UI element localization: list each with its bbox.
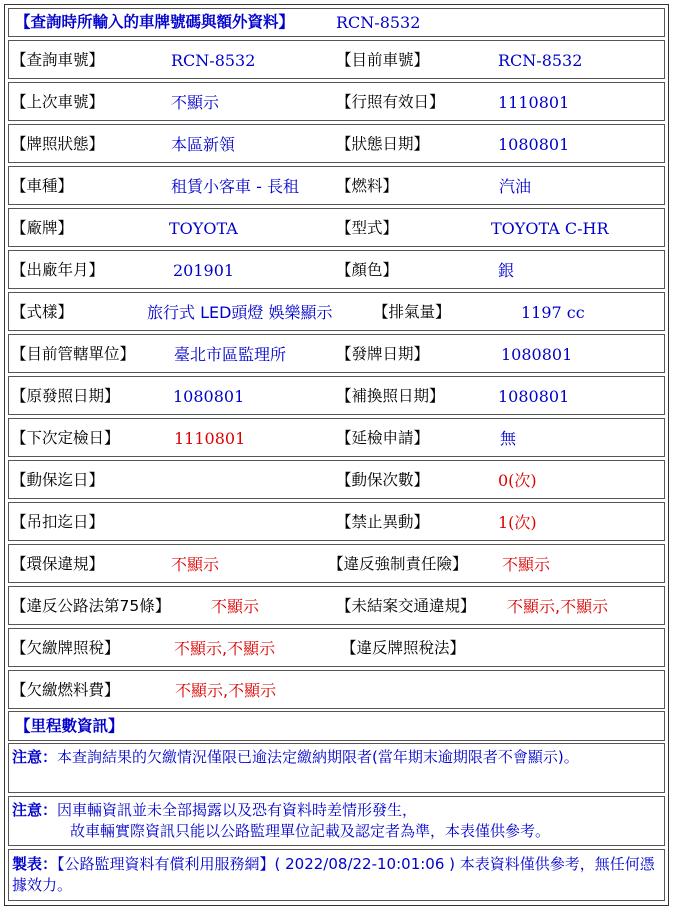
field-label: 【補換照日期】 <box>336 387 445 405</box>
footer-label: 製表： <box>12 855 58 873</box>
field-label: 【欠繳牌照稅】 <box>11 639 120 657</box>
field-value: TOYOTA C-HR <box>491 219 609 238</box>
field-value: TOYOTA <box>169 219 238 238</box>
field-value: 本區新領 <box>171 135 236 154</box>
field-value: 1080801 <box>498 387 570 406</box>
field-label: 【未結案交通違規】 <box>336 597 476 615</box>
field-label: 【查詢車號】 <box>11 51 105 69</box>
field-value: RCN-8532 <box>171 51 256 70</box>
field-label: 【燃料】 <box>336 177 399 195</box>
field-label: 【排氣量】 <box>373 303 451 321</box>
field-label: 【原發照日期】 <box>11 387 120 405</box>
field-label: 【發牌日期】 <box>336 345 430 363</box>
info-row <box>8 250 665 289</box>
field-label: 【牌照狀態】 <box>11 135 105 153</box>
info-row <box>8 40 665 79</box>
footer-box <box>8 849 665 901</box>
field-value: 旅行式 LED頭燈 娛樂顯示 <box>147 303 333 322</box>
field-value: 1110801 <box>498 93 570 112</box>
field-value: 臺北市區監理所 <box>174 345 287 364</box>
field-label: 【動保次數】 <box>336 471 430 489</box>
field-value: 不顯示,不顯示 <box>507 597 609 616</box>
info-row <box>8 460 665 499</box>
info-row <box>8 628 665 667</box>
note-2-line-2: 故車輛實際資訊只能以公路監理單位記載及認定者為準，本表僅供參考。 <box>70 822 551 840</box>
note-2 <box>12 800 661 842</box>
info-row <box>8 418 665 457</box>
note-1-box <box>8 743 665 793</box>
footer <box>12 854 661 896</box>
field-value: 不顯示 <box>502 555 551 574</box>
info-row <box>8 502 665 541</box>
info-row <box>8 82 665 121</box>
field-label: 【狀態日期】 <box>336 135 430 153</box>
field-value: 租賃小客車 - 長租 <box>171 177 299 196</box>
note-1-text: 本查詢結果的欠繳情況僅限已逾法定繳納期限者(當年期末逾期限者不會顯示)。 <box>57 748 579 766</box>
field-label: 【式樣】 <box>11 303 74 321</box>
field-label: 【禁止異動】 <box>336 513 430 531</box>
query-title-row <box>8 8 665 37</box>
note-1-label: 注意： <box>12 748 58 766</box>
footer-text: 【公路監理資料有償利用服務網】( 2022/08/22-10:01:06 ) 本表資料僅供參考，無任何憑據效力。 <box>12 855 655 894</box>
field-value: 無 <box>500 429 517 448</box>
field-value: 1110801 <box>174 429 246 448</box>
field-value: RCN-8532 <box>498 51 583 70</box>
query-title-label: 【查詢時所輸入的車牌號碼與額外資料】 <box>15 13 295 31</box>
info-row <box>8 376 665 415</box>
info-row <box>8 166 665 205</box>
field-value: 1080801 <box>498 135 570 154</box>
field-label: 【違反強制責任險】 <box>328 555 468 573</box>
field-label: 【出廠年月】 <box>11 261 105 279</box>
field-label: 【型式】 <box>336 219 399 237</box>
field-label: 【顏色】 <box>336 261 399 279</box>
info-row <box>8 208 665 247</box>
note-2-box <box>8 796 665 846</box>
field-value: 汽油 <box>499 177 532 196</box>
field-label: 【延檢申請】 <box>336 429 430 447</box>
field-label: 【下次定檢日】 <box>11 429 120 447</box>
field-label: 【車種】 <box>11 177 74 195</box>
query-title-plate: RCN-8532 <box>336 13 421 32</box>
field-label: 【上次車號】 <box>11 93 105 111</box>
field-value: 不顯示,不顯示 <box>174 639 276 658</box>
field-value: 0(次) <box>498 471 537 490</box>
field-value: 1(次) <box>498 513 537 532</box>
field-label: 【違反牌照稅法】 <box>341 639 466 657</box>
field-value: 1080801 <box>173 387 245 406</box>
field-value: 不顯示 <box>211 597 260 616</box>
field-label: 【目前管轄單位】 <box>11 345 136 363</box>
info-row <box>8 124 665 163</box>
info-row <box>8 544 665 583</box>
mileage-header: 【里程數資訊】 <box>15 717 124 735</box>
note-2-label: 注意： <box>12 801 58 819</box>
field-value: 銀 <box>498 261 515 280</box>
info-row <box>8 292 665 331</box>
field-value: 不顯示 <box>171 555 220 574</box>
note-2-line-1: 因車輛資訊並未全部揭露以及恐有資料時差情形發生， <box>57 801 418 819</box>
note-1 <box>12 747 661 768</box>
field-label: 【吊扣迄日】 <box>11 513 105 531</box>
field-label: 【違反公路法第75條】 <box>11 597 171 615</box>
field-label: 【廠牌】 <box>11 219 74 237</box>
field-label: 【目前車號】 <box>336 51 430 69</box>
field-label: 【動保迄日】 <box>11 471 105 489</box>
info-row <box>8 334 665 373</box>
field-value: 1080801 <box>501 345 573 364</box>
field-value: 不顯示 <box>171 93 220 112</box>
field-label: 【欠繳燃料費】 <box>11 681 120 699</box>
field-value: 201901 <box>173 261 235 280</box>
info-row <box>8 670 665 709</box>
mileage-header-row <box>8 711 665 741</box>
field-value: 不顯示,不顯示 <box>175 681 277 700</box>
field-value: 1197 cc <box>521 303 585 322</box>
field-label: 【環保違規】 <box>11 555 105 573</box>
info-row <box>8 586 665 625</box>
field-label: 【行照有效日】 <box>336 93 445 111</box>
